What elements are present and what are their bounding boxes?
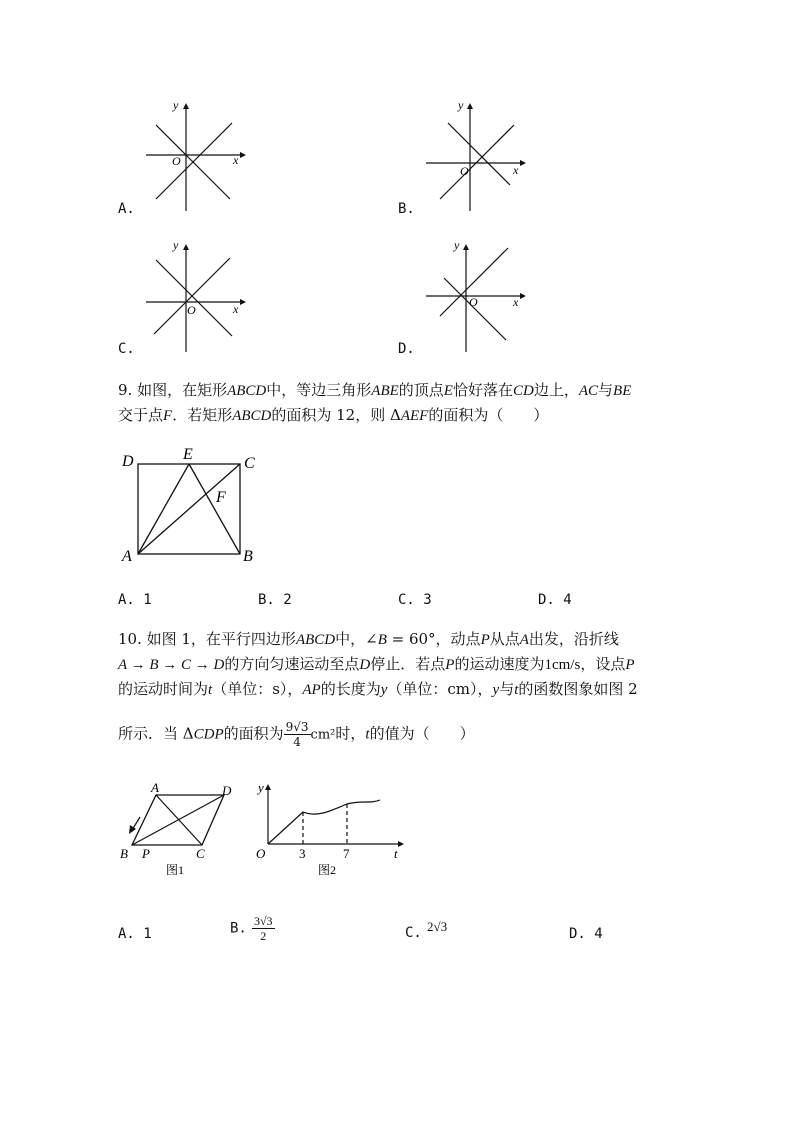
y-label: y (173, 98, 179, 112)
q10-var: P (480, 632, 490, 648)
segment-eb (189, 464, 240, 554)
q10-speed: 1cm/s (544, 657, 581, 673)
q10-var: ABCD (295, 632, 336, 648)
label-a: A (151, 780, 159, 795)
q10-var: y (380, 682, 388, 698)
q9-text: 的面积为（ ） (428, 406, 549, 424)
q9-option-a: A. 1 (118, 592, 152, 608)
q10-var: A (519, 632, 529, 648)
origin-label: O (256, 846, 266, 861)
label-b: B (243, 548, 253, 565)
q10-text: 的函数图象如图 2 (518, 680, 638, 698)
origin-label: O (172, 154, 181, 168)
q10-text: （单位：cm）， (387, 680, 493, 698)
label-d: D (122, 453, 134, 470)
q9-rectangle-figure (116, 444, 266, 568)
x-label: x (513, 163, 519, 177)
line-1 (156, 260, 232, 336)
q10-var: t (208, 682, 213, 698)
area-fraction (284, 720, 311, 749)
q10-option-b (230, 914, 275, 943)
graph-c (140, 236, 250, 356)
x-axis-arrow (520, 160, 526, 166)
figure-2-caption: 图2 (318, 863, 337, 877)
q10-text: 的运动速度为 (454, 655, 545, 673)
line-1 (444, 278, 506, 340)
q10-option-c (405, 919, 448, 941)
graph-a (140, 95, 250, 215)
tick-7: 7 (343, 846, 350, 861)
q9-var: ABE (371, 383, 399, 399)
q10-option-a: A. 1 (118, 926, 152, 942)
q10-var: D (359, 657, 371, 673)
line-2 (156, 123, 232, 199)
q10-var: CDP (193, 726, 224, 743)
y-label: y (173, 238, 179, 252)
label-e: E (183, 446, 193, 463)
q10-text: 所示．当 Δ (118, 724, 194, 743)
fraction-numerator: 9√3 (285, 720, 309, 734)
q10-text: 中，∠ (335, 630, 378, 648)
q9-text: ．若矩形 (172, 406, 233, 424)
q9-var: BE (613, 383, 632, 399)
q10-line-2 (118, 653, 635, 674)
fraction-denominator: 2 (260, 929, 267, 943)
q10-line-4 (118, 720, 475, 749)
label-a: A (122, 548, 132, 565)
line-2 (440, 125, 514, 199)
q10-text: 10. 如图 1，在平行四边形 (118, 630, 296, 648)
q9-line-1 (118, 379, 631, 400)
q10-text: 从点 (489, 630, 520, 648)
y-axis-arrow (183, 103, 189, 109)
q10-text: 的运动时间为 (118, 680, 209, 698)
function-curve (268, 800, 380, 844)
label-c: C (196, 846, 205, 861)
q10-var: B (377, 632, 387, 648)
line-1 (448, 123, 510, 185)
q10-var: t (365, 726, 370, 743)
q10-text: （单位：s）， (212, 680, 303, 698)
tick-3: 3 (299, 846, 306, 861)
option-c-value: 2√3 (426, 919, 448, 934)
y-label: y (458, 98, 464, 112)
q10-path: A → B → C → D (118, 657, 225, 673)
q9-text: 的面积为 12，则 Δ (271, 406, 401, 424)
q10-text: 的值为（ ） (369, 724, 475, 743)
label-b: B (120, 846, 128, 861)
origin-label: O (460, 164, 469, 178)
q10-var: P (445, 657, 455, 673)
option-b-letter: B. (398, 201, 415, 217)
origin-label: O (469, 295, 478, 309)
option-d-letter: D. (398, 341, 415, 357)
q10-text: 出发，沿折线 (528, 630, 619, 648)
q9-text: 9. 如图，在矩形 (118, 381, 228, 399)
label-d: D (222, 783, 232, 798)
q9-text: 与 (598, 381, 614, 399)
y-label: y (258, 780, 264, 795)
q10-line-1 (118, 628, 619, 649)
q10-line-3 (118, 678, 638, 699)
t-axis-arrow (398, 841, 404, 847)
option-letter: C. (405, 925, 422, 941)
label-p: P (142, 846, 150, 861)
x-label: x (513, 295, 519, 309)
q9-var: AEF (400, 408, 429, 424)
y-axis-arrow (183, 244, 189, 250)
graph-d (420, 236, 530, 356)
q10-text: = 60°，动点 (386, 630, 481, 648)
option-c-letter: C. (118, 341, 135, 357)
y-axis-arrow (463, 244, 469, 250)
x-axis-arrow (520, 293, 526, 299)
q10-text: 时， (335, 724, 366, 743)
q9-var: AC (578, 383, 599, 399)
q10-text: 的面积为 (223, 724, 284, 743)
q10-figure-2 (252, 774, 412, 880)
x-label: x (233, 153, 239, 167)
fraction-numerator: 3√3 (253, 914, 273, 928)
label-c: C (244, 455, 255, 472)
q10-var: AP (302, 682, 321, 698)
figure-1-caption: 图1 (166, 863, 185, 877)
q10-var: t (514, 682, 519, 698)
t-label: t (394, 846, 398, 861)
segment-ac (138, 464, 240, 554)
q10-text: 的长度为 (320, 680, 381, 698)
graph-b (420, 95, 530, 215)
option-letter: B. (230, 920, 247, 937)
q10-text: 的方向匀速运动至点 (224, 655, 360, 673)
q9-line-2 (118, 404, 548, 425)
q9-option-b: B. 2 (258, 592, 292, 608)
area-unit: cm² (310, 727, 336, 743)
q9-var: E (443, 383, 453, 399)
q9-text: 交于点 (118, 406, 164, 424)
y-axis-arrow (467, 103, 473, 109)
q9-var: F (163, 408, 173, 424)
segment-ae (138, 464, 189, 554)
y-axis-arrow (265, 784, 271, 790)
q10-var: P (625, 657, 635, 673)
fraction-denominator: 4 (293, 735, 301, 749)
q9-text: 的顶点 (398, 381, 444, 399)
q9-var: ABCD (227, 383, 267, 399)
diagonal-bd (132, 795, 224, 845)
q9-text: 边上， (533, 381, 579, 399)
q9-var: CD (512, 383, 534, 399)
y-label: y (454, 238, 460, 252)
x-axis-arrow (240, 152, 246, 158)
q10-text: ，设点 (580, 655, 626, 673)
q10-text: 与 (499, 680, 515, 698)
x-label: x (233, 302, 239, 316)
q10-text: 停止．若点 (370, 655, 446, 673)
q9-text: 恰好落在 (452, 381, 513, 399)
q9-text: 中，等边三角形 (266, 381, 372, 399)
q9-option-d: D. 4 (538, 592, 572, 608)
option-a-letter: A. (118, 201, 135, 217)
q10-var: y (492, 682, 500, 698)
q10-figure-1 (116, 780, 246, 880)
q9-var: ABCD (232, 408, 272, 424)
q10-option-d: D. 4 (569, 926, 603, 942)
origin-label: O (187, 303, 196, 317)
label-f: F (216, 489, 226, 506)
option-b-fraction (252, 914, 275, 943)
x-axis-arrow (240, 299, 246, 305)
q9-option-c: C. 3 (398, 592, 432, 608)
